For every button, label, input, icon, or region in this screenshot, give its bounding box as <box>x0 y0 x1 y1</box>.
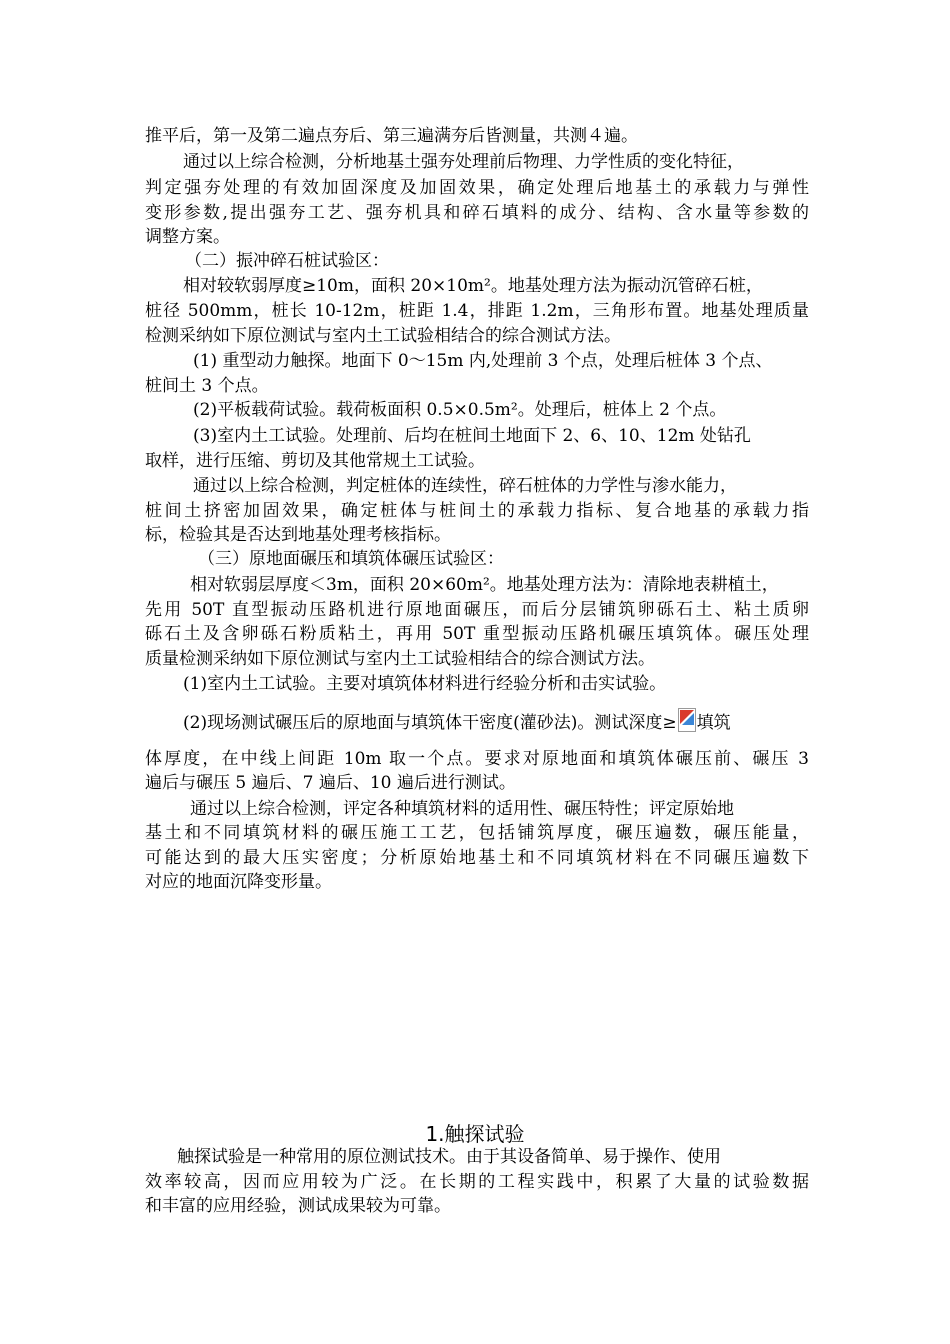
text-line: (1)室内土工试验。主要对填筑体材料进行经验分析和击实试验。 <box>183 674 667 694</box>
text-line: 检测采纳如下原位测试与室内土工试验相结合的综合测试方法。 <box>145 326 621 346</box>
text-line: 基土和不同填筑材料的碾压施工工艺，包括铺筑厚度，碾压遍数，碾压能量， <box>145 823 809 843</box>
text-line: 遍后与碾压 5 遍后、7 遍后、10 遍后进行测试。 <box>145 773 516 793</box>
text-line: 质量检测采纳如下原位测试与室内土工试验相结合的综合测试方法。 <box>145 649 655 669</box>
text-line: 判定强夯处理的有效加固深度及加固效果，确定处理后地基土的承载力与弹性 <box>145 178 809 198</box>
text-line: 通过以上综合检测，评定各种填筑材料的适用性、碾压特性；评定原始地 <box>190 799 734 819</box>
text-line: 桩间土 3 个点。 <box>145 376 269 396</box>
text-line: 取样，进行压缩、剪切及其他常规土工试验。 <box>145 451 485 471</box>
text-line: 推平后，第一及第二遍点夯后、第三遍满夯后皆测量，共测４遍。 <box>145 126 638 146</box>
text-segment: (2)现场测试碾压后的原地面与填筑体干密度(灌砂法)。测试深度≥ <box>183 713 677 733</box>
text-line: 先用 50T 直型振动压路机进行原地面碾压，而后分层铺筑卵砾石土、粘土质卵 <box>145 600 809 620</box>
text-line: (2)平板载荷试验。载荷板面积 0.5×0.5m²。处理后，桩体上 2 个点。 <box>193 400 727 420</box>
text-line: 相对软弱层厚度＜3m，面积 20×60m²。地基处理方法为：清除地表耕植土， <box>190 575 779 595</box>
text-line: 桩径 500mm，桩长 10-12m，桩距 1.4，排距 1.2m，三角形布置。地基处理质量 <box>145 301 809 321</box>
text-line: 相对较软弱厚度≥10m，面积 20×10m²。地基处理方法为振动沉管碎石桩， <box>183 276 763 296</box>
text-line: 对应的地面沉降变形量。 <box>145 872 332 892</box>
text-segment: 填筑 <box>696 713 731 733</box>
text-line: 通过以上综合检测，分析地基土强夯处理前后物理、力学性质的变化特征， <box>183 152 744 172</box>
text-line: (1) 重型动力触探。地面下 0～15m 内,处理前 3 个点，处理后桩体 3 个点、 <box>193 351 773 371</box>
text-line: 和丰富的应用经验，测试成果较为可靠。 <box>145 1196 451 1216</box>
text-line: 调整方案。 <box>145 227 230 247</box>
text-line: 通过以上综合检测，判定桩体的连续性，碎石桩体的力学性与渗水能力， <box>193 476 737 496</box>
text-line: 可能达到的最大压实密度；分析原始地基土和不同填筑材料在不同碾压遍数下 <box>145 848 809 868</box>
text-line: 效率较高，因而应用较为广泛。在长期的工程实践中，积累了大量的试验数据 <box>145 1172 809 1192</box>
text-line: 变形参数,提出强夯工艺、强夯机具和碎石填料的成分、结构、含水量等参数的 <box>145 203 809 223</box>
text-line: 触探试验是一种常用的原位测试技术。由于其设备简单、易于操作、使用 <box>177 1147 721 1167</box>
text-line: 体厚度，在中线上间距 10m 取一个点。要求对原地面和填筑体碾压前、碾压 3 <box>145 749 809 769</box>
text-line: 砾石土及含卵砾石粉质粘土，再用 50T 重型振动压路机碾压填筑体。碾压处理 <box>145 624 809 644</box>
text-line: (3)室内土工试验。处理前、后均在桩间土地面下 2、6、10、12m 处钻孔 <box>193 426 751 446</box>
text-line-with-image <box>183 708 809 738</box>
text-line: 桩间土挤密加固效果，确定桩体与桩间土的承载力指标、复合地基的承载力指 <box>145 501 809 521</box>
text-line: 标，检验其是否达到地基处理考核指标。 <box>145 525 451 545</box>
subsection-heading: （二）振冲碎石桩试验区： <box>185 251 389 271</box>
broken-image-icon <box>678 708 696 732</box>
subsection-heading: （三）原地面碾压和填筑体碾压试验区： <box>198 549 504 569</box>
section-heading: 1.触探试验 <box>425 1122 525 1146</box>
